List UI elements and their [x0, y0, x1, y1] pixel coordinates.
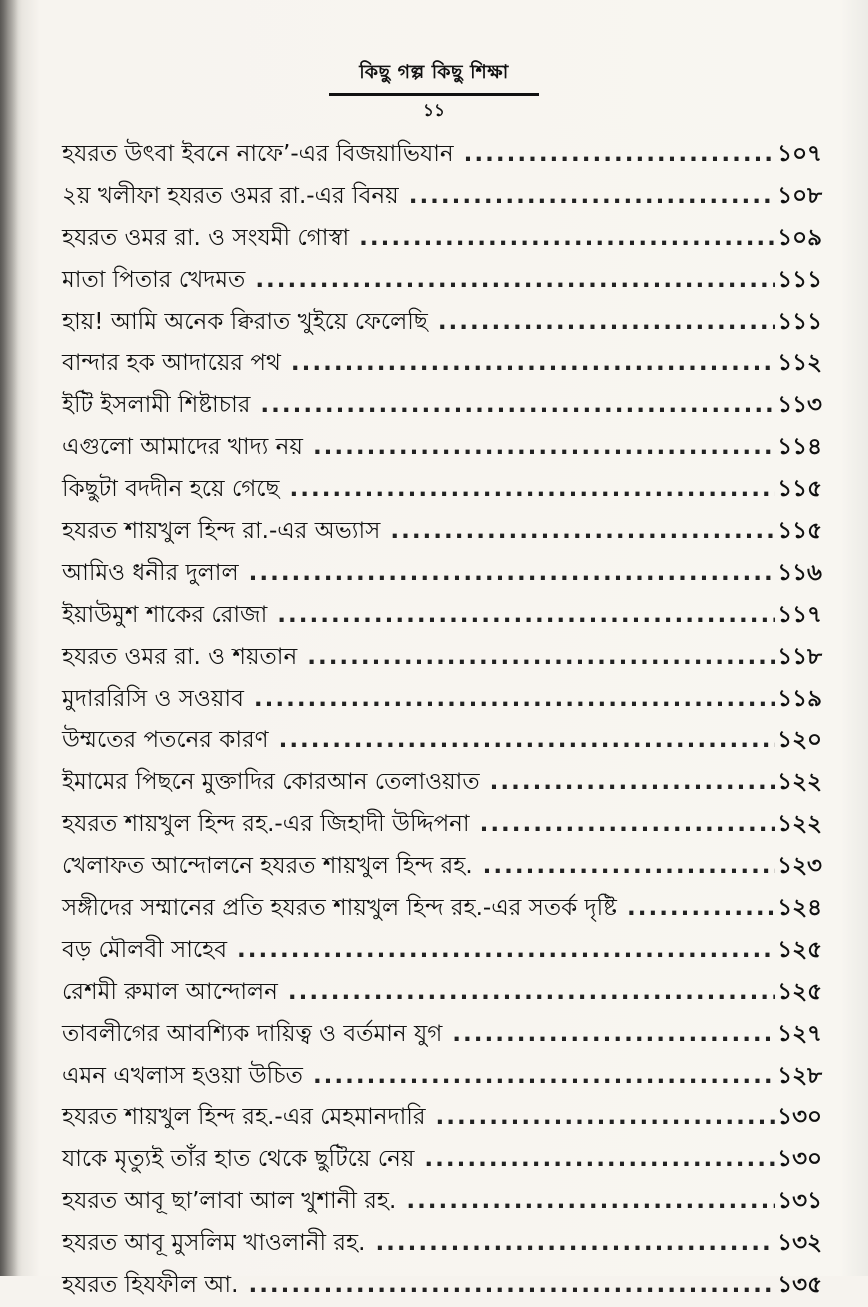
dot-leader	[313, 1056, 775, 1098]
page-number: ১১	[422, 101, 446, 121]
toc-entry-title: ইটি ইসলামী শিষ্টাচার	[62, 392, 251, 419]
spine-shadow	[0, 0, 18, 1276]
dot-leader	[291, 343, 775, 385]
toc-entry-title: হযরত উৎবা ইবনে নাফে’-এর বিজয়াভিযান	[62, 141, 454, 167]
dot-leader	[313, 427, 775, 469]
toc-entry-title: আমিও ধনীর দুলাল	[62, 559, 239, 586]
toc-entry-page: ১১৫	[777, 476, 822, 503]
toc-entry	[62, 302, 822, 344]
toc-entry-title: রেশমী রুমাল আন্দোলন	[62, 978, 278, 1005]
toc-entry	[62, 343, 822, 385]
toc-entry	[62, 762, 822, 804]
toc-entry-title: বড় মৌলবী সাহেব	[62, 936, 228, 963]
dot-leader	[279, 720, 776, 762]
toc-entry-title: ইয়াউমুশ শাকের রোজা	[62, 601, 268, 628]
toc-entry-title: তাবলীগের আবশ্যিক দায়িত্ব ও বর্তমান যুগ	[62, 1020, 443, 1047]
dot-leader	[288, 972, 775, 1014]
dot-leader	[248, 1265, 775, 1307]
dot-leader	[480, 804, 776, 846]
toc-entry	[62, 720, 822, 762]
toc-entry-page: ১১৬	[777, 559, 822, 586]
toc-entry	[62, 176, 822, 218]
dot-leader	[260, 385, 775, 427]
dot-leader	[359, 218, 775, 260]
toc-entry	[62, 469, 822, 511]
toc-entry-title: এমন এখলাস হওয়া উচিত	[62, 1062, 303, 1089]
toc-entry-title: হযরত আবূ ছা’লাবা আল খুশানী রহ.	[62, 1188, 397, 1215]
toc-entry-page: ১১৭	[777, 601, 822, 628]
toc-entry-title: উম্মতের পতনের কারণ	[62, 727, 269, 754]
toc-entry-page: ১২৫	[777, 978, 822, 1005]
toc-entry-page: ১১৪	[777, 434, 822, 461]
dot-leader	[289, 469, 775, 511]
toc-entry-title: মাতা পিতার খেদমত	[62, 266, 246, 293]
toc-entry	[62, 930, 822, 972]
toc-entry	[62, 260, 822, 302]
toc-entry-title: হযরত ওমর রা. ও সংযমী গোস্বা	[62, 224, 350, 251]
toc-entry-page: ১২৪	[777, 895, 822, 922]
toc-entry-page: ১২৮	[777, 1062, 822, 1089]
toc-entry-title: খেলাফত আন্দোলনে হযরত শায়খুল হিন্দ রহ.	[62, 853, 473, 880]
toc-entry-page: ১১৫	[777, 518, 822, 545]
toc-entry-page: ১০৭	[777, 141, 822, 167]
toc-entry-page: ১৩১	[777, 1188, 822, 1215]
table-of-contents	[62, 134, 822, 1307]
toc-entry	[62, 1097, 822, 1139]
dot-leader	[438, 302, 775, 344]
toc-entry	[62, 846, 822, 888]
toc-entry-title: মুদাররিসি ও সওয়াব	[62, 685, 244, 712]
toc-entry	[62, 1265, 822, 1307]
toc-entry	[62, 1139, 822, 1181]
dot-leader	[307, 637, 775, 679]
toc-entry-page: ১০৮	[777, 182, 822, 209]
dot-leader	[424, 1139, 775, 1181]
dot-leader	[255, 260, 775, 302]
toc-entry	[62, 385, 822, 427]
toc-entry-page: ১১১	[777, 308, 822, 335]
dot-leader	[277, 595, 775, 637]
toc-entry-page: ১১২	[777, 350, 822, 377]
toc-entry	[62, 595, 822, 637]
toc-entry-page: ১৩৫	[777, 1272, 822, 1299]
toc-entry	[62, 888, 822, 930]
toc-entry	[62, 427, 822, 469]
toc-entry-page: ১৩২	[777, 1230, 822, 1257]
toc-entry	[62, 804, 822, 846]
toc-entry	[62, 972, 822, 1014]
page-header	[0, 58, 868, 126]
dot-leader	[249, 553, 776, 595]
toc-entry	[62, 1181, 822, 1223]
toc-entry-page: ১২৭	[777, 1020, 822, 1047]
dot-leader	[254, 679, 775, 721]
toc-entry-title: ২য় খলীফা হযরত ওমর রা.-এর বিনয়	[62, 182, 399, 209]
toc-entry-title: ইমামের পিছনে মুক্তাদির কোরআন তেলাওয়াত	[62, 769, 480, 796]
toc-entry-page: ১২০	[777, 727, 822, 754]
toc-entry	[62, 553, 822, 595]
toc-entry-page: ১১৮	[777, 643, 822, 670]
toc-entry-title: হযরত শায়খুল হিন্দ রা.-এর অভ্যাস	[62, 518, 381, 545]
toc-entry-title: এগুলো আমাদের খাদ্য নয়	[62, 434, 303, 461]
toc-entry-page: ১২২	[777, 769, 822, 796]
dot-leader	[490, 762, 776, 804]
toc-entry-title: হযরত ওমর রা. ও শয়তান	[62, 643, 298, 670]
toc-entry-title: হায়! আমি অনেক ক্বিরাত খুইয়ে ফেলেছি	[62, 308, 428, 335]
toc-entry	[62, 637, 822, 679]
toc-entry-title: সঙ্গীদের সম্মানের প্রতি হযরত শায়খুল হিন্দ রহ.-এর সতর্ক দৃষ্টি	[62, 895, 617, 922]
toc-entry-title: হযরত শায়খুল হিন্দ রহ.-এর জিহাদী উদ্দিপনা	[62, 811, 470, 838]
toc-entry-page: ১১৩	[777, 392, 822, 419]
dot-leader	[409, 176, 775, 218]
toc-entry	[62, 1223, 822, 1265]
toc-entry-page: ১২৩	[777, 853, 822, 880]
toc-entry-title: কিছুটা বদদীন হয়ে গেছে	[62, 476, 280, 503]
dot-leader	[483, 846, 776, 888]
dot-leader	[464, 134, 776, 176]
toc-entry-title: হযরত শায়খুল হিন্দ রহ.-এর মেহমানদারি	[62, 1104, 426, 1131]
dot-leader	[627, 888, 775, 930]
toc-entry-page: ১৩০	[777, 1146, 822, 1173]
toc-entry-page: ১১১	[777, 266, 822, 293]
toc-entry-page: ১০৯	[777, 224, 822, 251]
toc-entry-page: ১২৫	[777, 936, 822, 963]
toc-entry-title: যাকে মৃত্যুই তাঁর হাত থেকে ছুটিয়ে নেয়	[62, 1146, 415, 1173]
dot-leader	[436, 1097, 776, 1139]
dot-leader	[390, 511, 775, 553]
toc-entry	[62, 218, 822, 260]
toc-entry-title: বান্দার হক আদায়ের পথ	[62, 350, 281, 377]
toc-entry-page: ১১৯	[777, 685, 822, 712]
toc-entry-page: ১২২	[777, 811, 822, 838]
book-title: কিছু গল্প কিছু শিক্ষা	[329, 58, 538, 96]
toc-entry-title: হযরত হিযফীল আ.	[62, 1272, 239, 1299]
toc-entry	[62, 679, 822, 721]
dot-leader	[452, 1014, 775, 1056]
dot-leader	[237, 930, 775, 972]
toc-entry	[62, 134, 822, 176]
toc-entry-page: ১৩০	[777, 1104, 822, 1131]
toc-entry	[62, 1014, 822, 1056]
toc-entry	[62, 1056, 822, 1098]
toc-entry-title: হযরত আবূ মুসলিম খাওলানী রহ.	[62, 1230, 366, 1257]
toc-entry	[62, 511, 822, 553]
dot-leader	[406, 1181, 775, 1223]
dot-leader	[375, 1223, 775, 1265]
